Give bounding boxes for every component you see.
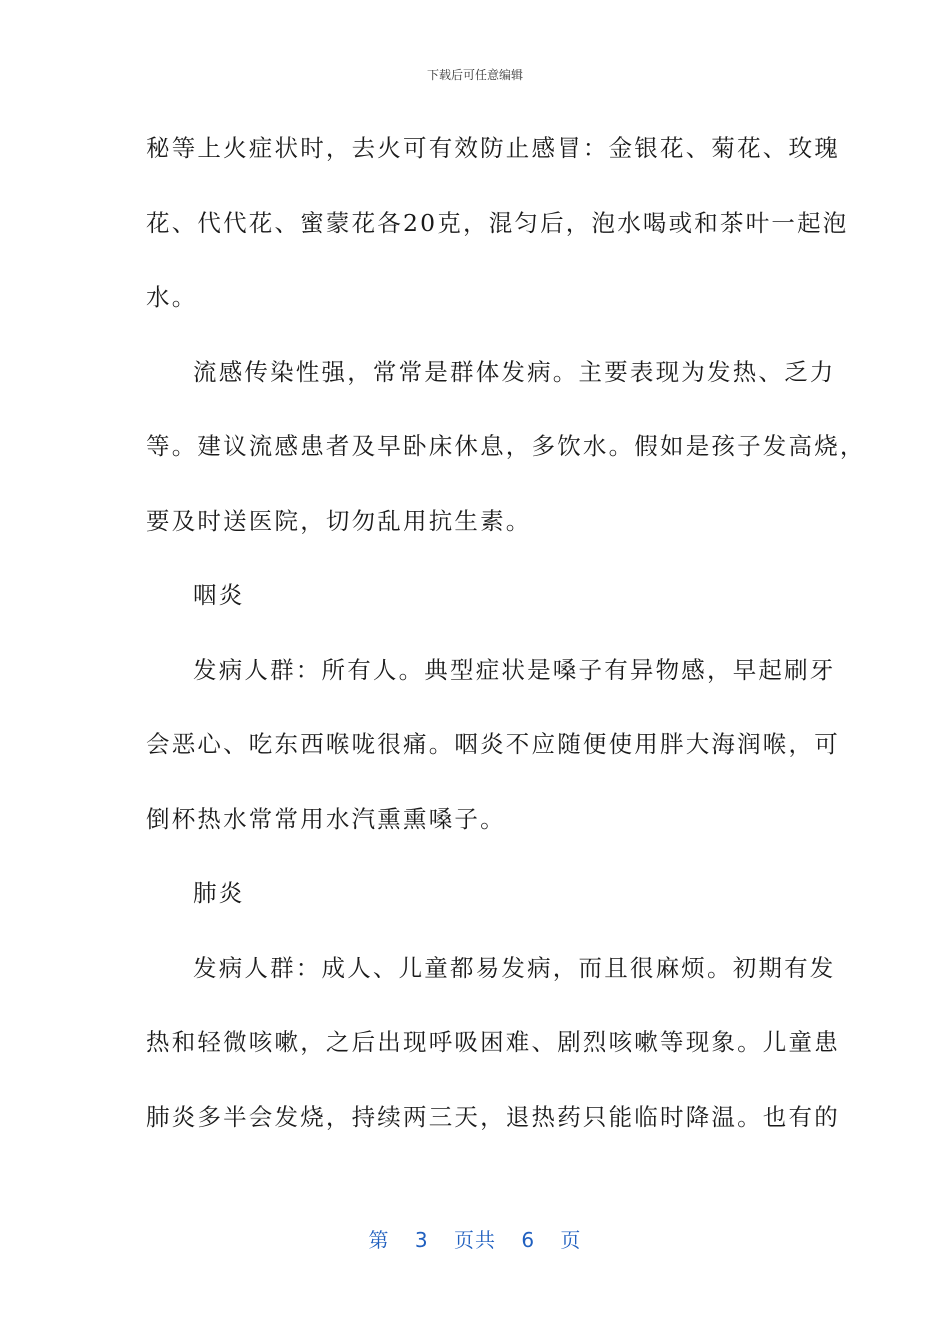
text-line: 要及时送医院，切勿乱用抗生素。: [146, 506, 532, 535]
text-line: 花、代代花、蜜蒙花各20克，混匀后，泡水喝或和茶叶一起泡: [146, 208, 849, 237]
page-header-note: 下载后可任意编辑: [426, 68, 523, 82]
text-line: 水。: [146, 283, 198, 311]
document-body: [146, 111, 866, 1154]
paragraph-start-line: 发病人群：成人、儿童都易发病，而且很麻烦。初期有发: [193, 953, 836, 982]
section-heading-pneumonia: 肺炎: [193, 879, 245, 907]
text-line: 倒杯热水常常用水汽熏熏嗓子。: [146, 804, 506, 833]
paragraph-start-line: 发病人群：所有人。典型症状是嗓子有异物感，早起刷牙: [193, 655, 836, 684]
text-line: 会恶心、吃东西喉咙很痛。咽炎不应随便使用胖大海润喉，可: [146, 730, 840, 758]
text-line: 肺炎多半会发烧，持续两三天，退热药只能临时降温。也有的: [146, 1102, 840, 1131]
page-number-footer: 第 3 页共 6 页: [368, 1228, 582, 1252]
text-line: 热和轻微咳嗽，之后出现呼吸困难、剧烈咳嗽等现象。儿童患: [146, 1028, 840, 1056]
paragraph-start-line: 流感传染性强，常常是群体发病。主要表现为发热、乏力: [193, 357, 836, 386]
text-line: 秘等上火症状时，去火可有效防止感冒：金银花、菊花、玫瑰: [146, 134, 840, 162]
text-line: 等。建议流感患者及早卧床休息，多饮水。假如是孩子发高烧，: [146, 432, 866, 460]
section-heading-pharyngitis: 咽炎: [193, 581, 245, 609]
